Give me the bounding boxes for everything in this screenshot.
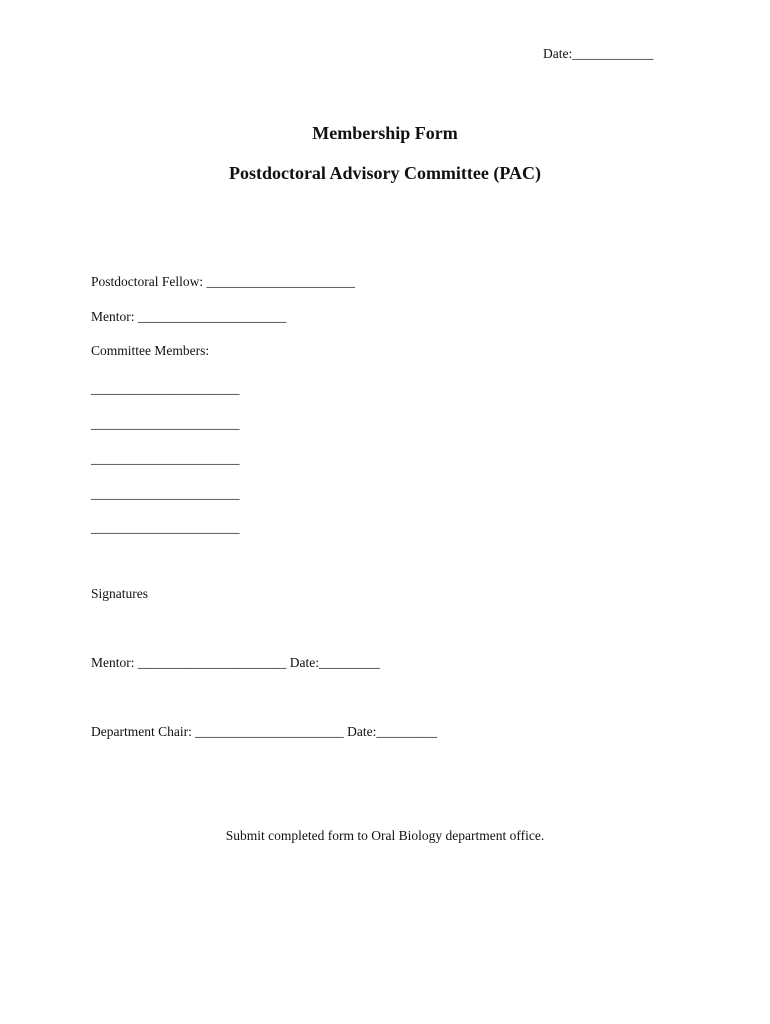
mentor-field[interactable]: Mentor: ______________________ [91, 309, 287, 324]
committee-member-line-3[interactable]: ______________________ [91, 451, 240, 466]
committee-member-line-4[interactable]: ______________________ [91, 486, 240, 501]
signatures-heading: Signatures [91, 586, 148, 601]
committee-member-line-5[interactable]: ______________________ [91, 520, 240, 535]
department-chair-signature-line[interactable]: Department Chair: ______________________ Date:_________ [91, 724, 438, 739]
form-title: Membership Form [312, 123, 458, 143]
date-field[interactable]: Date:____________ [543, 46, 654, 61]
committee-member-line-1[interactable]: ______________________ [91, 381, 240, 396]
form-subtitle: Postdoctoral Advisory Committee (PAC) [228, 163, 542, 183]
committee-member-line-2[interactable]: ______________________ [91, 416, 240, 431]
committee-members-label: Committee Members: [91, 343, 210, 358]
mentor-signature-line[interactable]: Mentor: ______________________ Date:_________ [91, 655, 380, 670]
submission-note: Submit completed form to Oral Biology department office. [225, 828, 545, 843]
postdoctoral-fellow-field[interactable]: Postdoctoral Fellow: ______________________ [91, 274, 355, 289]
